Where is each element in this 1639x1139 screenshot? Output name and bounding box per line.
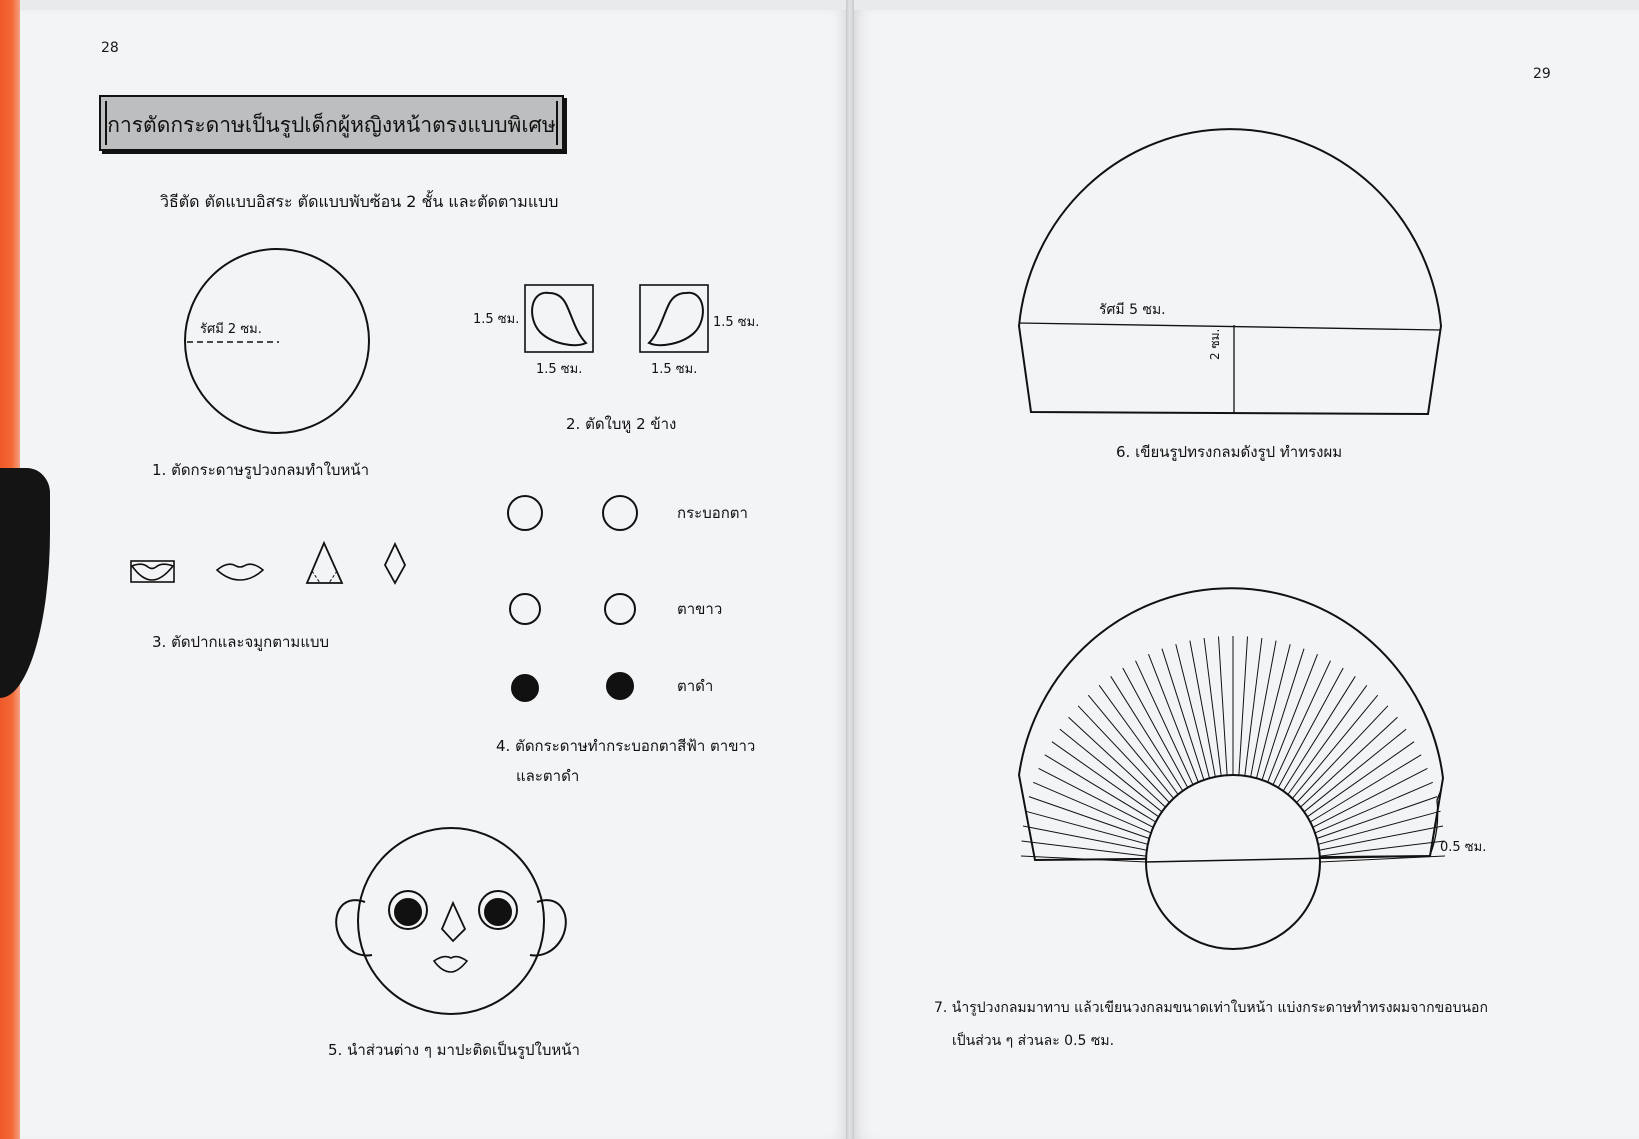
fan-pleat-line <box>1029 797 1149 839</box>
fan-pleat-line <box>1307 742 1414 817</box>
step-5-caption: 5. นำส่วนต่าง ๆ มาปะติดเป็นรูปใบหน้า <box>328 1041 580 1059</box>
fan-pleat-line <box>1099 685 1178 794</box>
fan-pleat-line <box>1283 676 1355 791</box>
nose-diamond <box>385 544 405 583</box>
assembled-eye-right-pupil <box>485 899 511 925</box>
eye-white-left <box>510 594 540 624</box>
fan-pleat-line <box>1319 826 1443 850</box>
fan-pleat-line <box>1262 649 1304 780</box>
hair-dome-radius-line <box>1019 323 1440 330</box>
fan-pleat-line <box>1190 641 1215 777</box>
fan-pleat-line <box>1033 782 1151 833</box>
hair-height-label: 2 ซม. <box>1208 328 1222 360</box>
step-7-caption-line-1: 7. นำรูปวงกลมมาทาบ แล้วเขียนวงกลมขนาดเท่าใบหน้า แบ่งกระดาษทำทรงผมจากขอบนอก <box>934 1000 1488 1016</box>
hair-radius-label: รัศมี 5 ซม. <box>1099 302 1166 318</box>
page-number-right: 29 <box>1533 66 1551 82</box>
fan-pleat-line <box>1320 841 1445 856</box>
cutting-method-text: วิธีตัด ตัดแบบอิสระ ตัดแบบพับซ้อน 2 ชั้น และตัดตามแบบ <box>160 192 559 211</box>
fan-pleat-line <box>1268 654 1318 782</box>
assembled-face-circle <box>358 828 544 1014</box>
fan-pleat-line <box>1251 641 1276 777</box>
nose-triangle <box>307 543 342 583</box>
assembled-eye-left-pupil <box>395 899 421 925</box>
step-6-caption: 6. เขียนรูปทรงกลมดังรูป ทำทรงผม <box>1116 443 1343 461</box>
fan-pleat-line <box>1052 742 1159 817</box>
fan-pleat-line <box>1318 811 1440 844</box>
eye-white-label: ตาขาว <box>677 600 723 618</box>
ear-dim-left-bottom: 1.5 ซม. <box>536 362 583 377</box>
fan-pleat-line <box>1162 649 1204 780</box>
mouth-template-lips <box>132 564 173 580</box>
assembled-mouth <box>434 957 467 972</box>
step-3-caption: 3. ตัดปากและจมูกตามแบบ <box>152 633 330 651</box>
ear-shape-right <box>649 293 703 345</box>
page-number-left: 28 <box>101 40 119 56</box>
assembled-ear-left <box>336 900 372 955</box>
step-1-caption: 1. ตัดกระดาษรูปวงกลมทำใบหน้า <box>152 461 370 479</box>
fan-pleat-line <box>1219 637 1228 776</box>
eye-socket-left <box>508 496 542 530</box>
fan-pleat-line <box>1304 729 1406 812</box>
fan-pleat-line <box>1022 841 1147 856</box>
fan-pleat-line <box>1149 654 1199 782</box>
fan-pleat-line <box>1317 797 1437 839</box>
ear-dim-right-side: 1.5 ซม. <box>713 315 760 330</box>
page-title: การตัดกระดาษเป็นรูปเด็กผู้หญิงหน้าตรงแบบพิเศษ <box>107 113 556 137</box>
ear-dim-left-side: 1.5 ซม. <box>473 312 520 327</box>
fan-pleat-line <box>1025 811 1147 844</box>
fan-pleat-line <box>1315 782 1433 833</box>
fan-pleat-line <box>1045 755 1156 822</box>
fan-pleat-line <box>1060 729 1162 812</box>
fan-pleat-line <box>1078 706 1169 803</box>
fan-pleat-line <box>1239 637 1248 776</box>
pupil-left <box>512 675 538 701</box>
fan-pleat-line <box>1123 668 1188 788</box>
fan-pleat-line <box>1023 826 1147 850</box>
step-4-caption-line-1: 4. ตัดกระดาษทำกระบอกตาสีฟ้า ตาขาว <box>496 737 756 755</box>
pupil-right <box>607 673 633 699</box>
face-radius-label: รัศมี 2 ซม. <box>200 322 262 337</box>
assembled-nose <box>442 903 465 941</box>
eye-socket-label: กระบอกตา <box>677 504 748 522</box>
fan-pleat-line <box>1313 768 1428 827</box>
pupil-label: ตาดำ <box>677 677 714 695</box>
nose-triangle-fold <box>312 571 337 583</box>
face-circle-figure <box>185 249 369 433</box>
eye-socket-right <box>603 496 637 530</box>
eye-white-right <box>605 594 635 624</box>
mouth-shape <box>217 564 263 580</box>
ear-shape-left <box>532 293 586 345</box>
title-banner <box>99 95 564 151</box>
fan-pleat-line <box>1245 638 1262 776</box>
fan-pleat-line <box>1297 706 1388 803</box>
fan-pleat-line <box>1278 668 1343 788</box>
step-7-caption-line-2: เป็นส่วน ๆ ส่วนละ 0.5 ซม. <box>952 1033 1115 1049</box>
fan-pleat-line <box>1288 685 1367 794</box>
fan-pleat-line <box>1204 638 1221 776</box>
fan-pleat-line <box>1111 676 1183 791</box>
assembled-ear-right <box>530 900 566 955</box>
step-2-caption: 2. ตัดใบหู 2 ข้าง <box>566 415 677 433</box>
fan-strip-width-label: 0.5 ซม. <box>1440 840 1487 855</box>
ear-dim-right-bottom: 1.5 ซม. <box>651 362 698 377</box>
step-4-caption-line-2: และตาดำ <box>516 767 580 785</box>
fan-pleat-line <box>1039 768 1154 827</box>
fan-pleat-line <box>1310 755 1421 822</box>
hair-dome-outline <box>1019 129 1441 414</box>
